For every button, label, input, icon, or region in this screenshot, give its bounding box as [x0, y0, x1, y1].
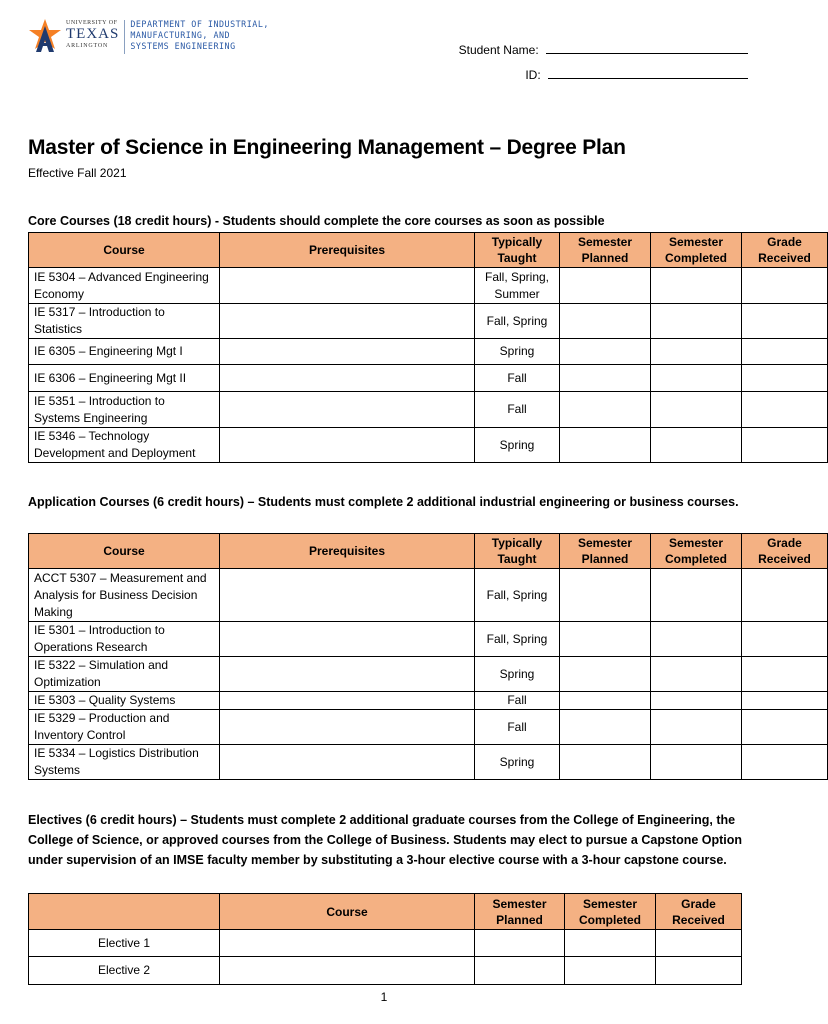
typically-taught-cell: Fall — [475, 692, 560, 710]
prerequisites-cell[interactable] — [220, 710, 475, 745]
prerequisites-cell[interactable] — [220, 428, 475, 463]
semester-planned-cell[interactable] — [475, 957, 565, 985]
semester-completed-cell[interactable] — [651, 569, 742, 622]
table-row — [29, 268, 828, 304]
semester-planned-cell[interactable] — [475, 930, 565, 957]
course-cell: IE 5301 – Introduction to Operations Research — [29, 622, 220, 657]
department-line: SYSTEMS ENGINEERING — [130, 41, 236, 51]
typically-taught-cell: Fall, Spring — [475, 569, 560, 622]
prerequisites-cell[interactable] — [220, 392, 475, 428]
column-header: Semester Completed — [565, 894, 656, 930]
prerequisites-cell[interactable] — [220, 657, 475, 692]
core-section-title: Core Courses (18 credit hours) - Students should complete the core courses as soon as possible — [28, 214, 605, 228]
prerequisites-cell[interactable] — [220, 339, 475, 365]
typically-taught-cell: Fall — [475, 710, 560, 745]
student-info — [459, 38, 748, 88]
application-section-title: Application Courses (6 credit hours) – Students must complete 2 additional industrial engineering or business courses. — [28, 495, 739, 509]
table-header-row — [29, 894, 742, 930]
course-cell: IE 5322 – Simulation and Optimization — [29, 657, 220, 692]
star-a-icon — [28, 18, 62, 54]
logo-texas: TEXAS — [66, 26, 120, 42]
university-wordmark — [66, 20, 119, 49]
department-line: MANUFACTURING, AND — [130, 30, 231, 40]
typically-taught-cell: Spring — [475, 339, 560, 365]
semester-planned-cell[interactable] — [560, 428, 651, 463]
table-row — [29, 569, 828, 622]
column-header: Semester Completed — [651, 534, 742, 569]
semester-planned-cell[interactable] — [560, 692, 651, 710]
column-header: Semester Completed — [651, 233, 742, 268]
grade-received-cell[interactable] — [742, 622, 828, 657]
course-cell[interactable] — [220, 957, 475, 985]
typically-taught-cell: Spring — [475, 745, 560, 780]
typically-taught-cell: Fall, Spring — [475, 304, 560, 339]
course-cell: IE 6306 – Engineering Mgt II — [29, 365, 220, 392]
grade-received-cell[interactable] — [742, 365, 828, 392]
semester-completed-cell[interactable] — [651, 745, 742, 780]
semester-completed-cell[interactable] — [651, 339, 742, 365]
column-header: Typically Taught — [475, 534, 560, 569]
course-cell: ACCT 5307 – Measurement and Analysis for Business Decision Making — [29, 569, 220, 622]
semester-planned-cell[interactable] — [560, 710, 651, 745]
logo-arlington: ARLINGTON — [66, 43, 109, 49]
typically-taught-cell: Spring — [475, 428, 560, 463]
semester-planned-cell[interactable] — [560, 622, 651, 657]
semester-completed-cell[interactable] — [651, 692, 742, 710]
logo-university-of: UNIVERSITY OF — [66, 20, 118, 26]
course-cell[interactable] — [220, 930, 475, 957]
grade-received-cell[interactable] — [742, 304, 828, 339]
course-cell: IE 6305 – Engineering Mgt I — [29, 339, 220, 365]
column-header: Course — [29, 534, 220, 569]
prerequisites-cell[interactable] — [220, 622, 475, 657]
table-row — [29, 745, 828, 780]
table-row — [29, 710, 828, 745]
column-header: Course — [29, 233, 220, 268]
grade-received-cell[interactable] — [742, 745, 828, 780]
grade-received-cell[interactable] — [742, 428, 828, 463]
semester-completed-cell[interactable] — [651, 392, 742, 428]
electives-section-title: Electives (6 credit hours) – Students must complete 2 additional graduate courses from the College of Engineering, the College of Science, or approved courses from the College of Business. Students may elect to pursue a Capstone Option under supervision of an IMSE faculty member by substituting a 3-hour elective course with a 3-hour capstone course. — [28, 813, 743, 867]
student-name-row — [459, 38, 748, 63]
semester-completed-cell[interactable] — [651, 428, 742, 463]
table-row — [29, 365, 828, 392]
department-name — [130, 19, 269, 52]
page-header — [28, 18, 748, 82]
course-cell: IE 5334 – Logistics Distribution Systems — [29, 745, 220, 780]
course-cell: IE 5317 – Introduction to Statistics — [29, 304, 220, 339]
table-row — [29, 392, 828, 428]
grade-received-cell[interactable] — [656, 930, 742, 957]
grade-received-cell[interactable] — [742, 710, 828, 745]
core-courses-table — [28, 232, 828, 463]
column-header: Prerequisites — [220, 534, 475, 569]
column-header: Grade Received — [742, 534, 828, 569]
column-header: Prerequisites — [220, 233, 475, 268]
typically-taught-cell: Fall — [475, 392, 560, 428]
grade-received-cell[interactable] — [742, 268, 828, 304]
column-header: Semester Planned — [560, 233, 651, 268]
typically-taught-cell: Spring — [475, 657, 560, 692]
semester-completed-cell[interactable] — [651, 710, 742, 745]
logo-divider — [124, 20, 125, 54]
elective-label-cell: Elective 1 — [29, 930, 220, 957]
department-line: DEPARTMENT OF INDUSTRIAL, — [130, 19, 269, 29]
prerequisites-cell[interactable] — [220, 268, 475, 304]
course-cell: IE 5303 – Quality Systems — [29, 692, 220, 710]
table-header-row — [29, 233, 828, 268]
grade-received-cell[interactable] — [656, 957, 742, 985]
semester-completed-cell[interactable] — [651, 622, 742, 657]
semester-planned-cell[interactable] — [560, 339, 651, 365]
course-cell: IE 5329 – Production and Inventory Control — [29, 710, 220, 745]
column-header: Semester Planned — [560, 534, 651, 569]
course-cell: IE 5304 – Advanced Engineering Economy — [29, 268, 220, 304]
column-header: Semester Planned — [475, 894, 565, 930]
table-row — [29, 957, 742, 985]
page-subtitle: Effective Fall 2021 — [28, 166, 127, 180]
page-title: Master of Science in Engineering Management – Degree Plan — [28, 136, 626, 159]
grade-received-cell[interactable] — [742, 569, 828, 622]
table-row — [29, 657, 828, 692]
column-header: Grade Received — [656, 894, 742, 930]
grade-received-cell[interactable] — [742, 692, 828, 710]
grade-received-cell[interactable] — [742, 392, 828, 428]
student-id-row — [459, 63, 748, 88]
elective-label-cell: Elective 2 — [29, 957, 220, 985]
grade-received-cell[interactable] — [742, 339, 828, 365]
typically-taught-cell: Fall, Spring — [475, 622, 560, 657]
column-header — [29, 894, 220, 930]
column-header: Course — [220, 894, 475, 930]
prerequisites-cell[interactable] — [220, 304, 475, 339]
student-name-label: Student Name: — [458, 43, 539, 57]
semester-completed-cell[interactable] — [565, 957, 656, 985]
prerequisites-cell[interactable] — [220, 745, 475, 780]
table-header-row — [29, 534, 828, 569]
typically-taught-cell: Fall — [475, 365, 560, 392]
table-row — [29, 339, 828, 365]
semester-completed-cell[interactable] — [651, 304, 742, 339]
prerequisites-cell[interactable] — [220, 569, 475, 622]
student-name-field[interactable] — [546, 41, 748, 54]
semester-planned-cell[interactable] — [560, 745, 651, 780]
semester-planned-cell[interactable] — [560, 268, 651, 304]
column-header: Grade Received — [742, 233, 828, 268]
table-row — [29, 428, 828, 463]
prerequisites-cell[interactable] — [220, 365, 475, 392]
semester-completed-cell[interactable] — [651, 365, 742, 392]
electives-table — [28, 893, 742, 985]
semester-planned-cell[interactable] — [560, 365, 651, 392]
semester-completed-cell[interactable] — [565, 930, 656, 957]
semester-completed-cell[interactable] — [651, 657, 742, 692]
column-header: Typically Taught — [475, 233, 560, 268]
course-cell: IE 5346 – Technology Development and Deployment — [29, 428, 220, 463]
student-id-field[interactable] — [548, 66, 748, 79]
table-row — [29, 304, 828, 339]
semester-planned-cell[interactable] — [560, 657, 651, 692]
grade-received-cell[interactable] — [742, 657, 828, 692]
course-cell: IE 5351 – Introduction to Systems Engineering — [29, 392, 220, 428]
table-row — [29, 622, 828, 657]
table-row — [29, 692, 828, 710]
semester-completed-cell[interactable] — [651, 268, 742, 304]
page-number: 1 — [380, 990, 388, 1004]
semester-planned-cell[interactable] — [560, 392, 651, 428]
semester-planned-cell[interactable] — [560, 569, 651, 622]
table-row — [29, 930, 742, 957]
application-courses-table — [28, 533, 828, 780]
semester-planned-cell[interactable] — [560, 304, 651, 339]
typically-taught-cell: Fall, Spring, Summer — [475, 268, 560, 304]
student-id-label: ID: — [525, 68, 541, 82]
prerequisites-cell[interactable] — [220, 692, 475, 710]
uta-imse-logo — [28, 18, 269, 54]
